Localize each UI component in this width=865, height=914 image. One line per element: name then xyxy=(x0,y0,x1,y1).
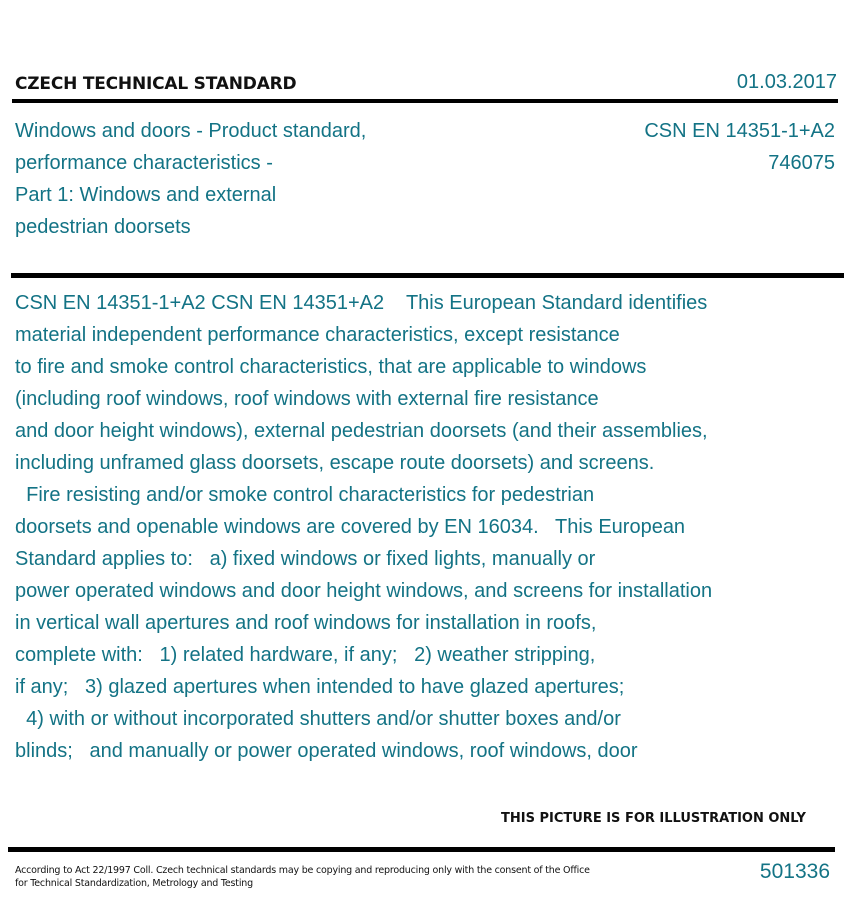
abstract-line: if any; 3) glazed apertures when intended to have glazed apertures; xyxy=(15,676,625,698)
abstract-line: blinds; and manually or power operated windows, roof windows, door xyxy=(15,740,638,762)
abstract-line: complete with: 1) related hardware, if any; 2) weather stripping, xyxy=(15,644,596,666)
abstract-line: CSN EN 14351-1+A2 CSN EN 14351+A2 This European Standard identifies xyxy=(15,292,708,314)
standard-code: CSN EN 14351-1+A2 xyxy=(644,120,835,142)
standard-title-line: Part 1: Windows and external xyxy=(15,184,277,206)
illustration-note: THIS PICTURE IS FOR ILLUSTRATION ONLY xyxy=(501,811,806,826)
abstract-line: in vertical wall apertures and roof windows for installation in roofs, xyxy=(15,612,597,634)
abstract-line: including unframed glass doorsets, escape route doorsets) and screens. xyxy=(15,452,655,474)
abstract-line: to fire and smoke control characteristics, that are applicable to windows xyxy=(15,356,647,378)
document-number: 501336 xyxy=(759,860,830,883)
footer-divider xyxy=(8,847,835,852)
legal-notice xyxy=(15,864,635,890)
legal-line: for Technical Standardization, Metrology and Testing xyxy=(15,878,253,889)
abstract-line: material independent performance characteristics, except resistance xyxy=(15,324,620,346)
abstract-line: and door height windows), external pedestrian doorsets (and their assemblies, xyxy=(15,420,708,442)
standard-identifiers xyxy=(644,115,835,179)
abstract-line: Standard applies to: a) fixed windows or fixed lights, manually or xyxy=(15,548,596,570)
abstract-line: Fire resisting and/or smoke control characteristics for pedestrian xyxy=(15,484,595,506)
publication-date: 01.03.2017 xyxy=(736,71,837,93)
standard-title xyxy=(15,115,435,243)
section-divider xyxy=(11,273,844,278)
standard-title-line: pedestrian doorsets xyxy=(15,216,191,238)
abstract-line: (including roof windows, roof windows with external fire resistance xyxy=(15,388,599,410)
legal-line: According to Act 22/1997 Coll. Czech technical standards may be copying and reproducing only with the consent of the Office xyxy=(15,865,590,876)
page-title: CZECH TECHNICAL STANDARD xyxy=(15,74,297,94)
header-divider xyxy=(12,99,838,103)
standard-title-line: performance characteristics - xyxy=(15,152,273,174)
abstract-line: doorsets and openable windows are covered by EN 16034. This European xyxy=(15,516,686,538)
abstract-line: 4) with or without incorporated shutters and/or shutter boxes and/or xyxy=(15,708,621,730)
abstract-text xyxy=(15,287,845,767)
class-number: 746075 xyxy=(768,152,835,174)
abstract-line: power operated windows and door height windows, and screens for installation xyxy=(15,580,713,602)
standard-title-line: Windows and doors - Product standard, xyxy=(15,120,367,142)
